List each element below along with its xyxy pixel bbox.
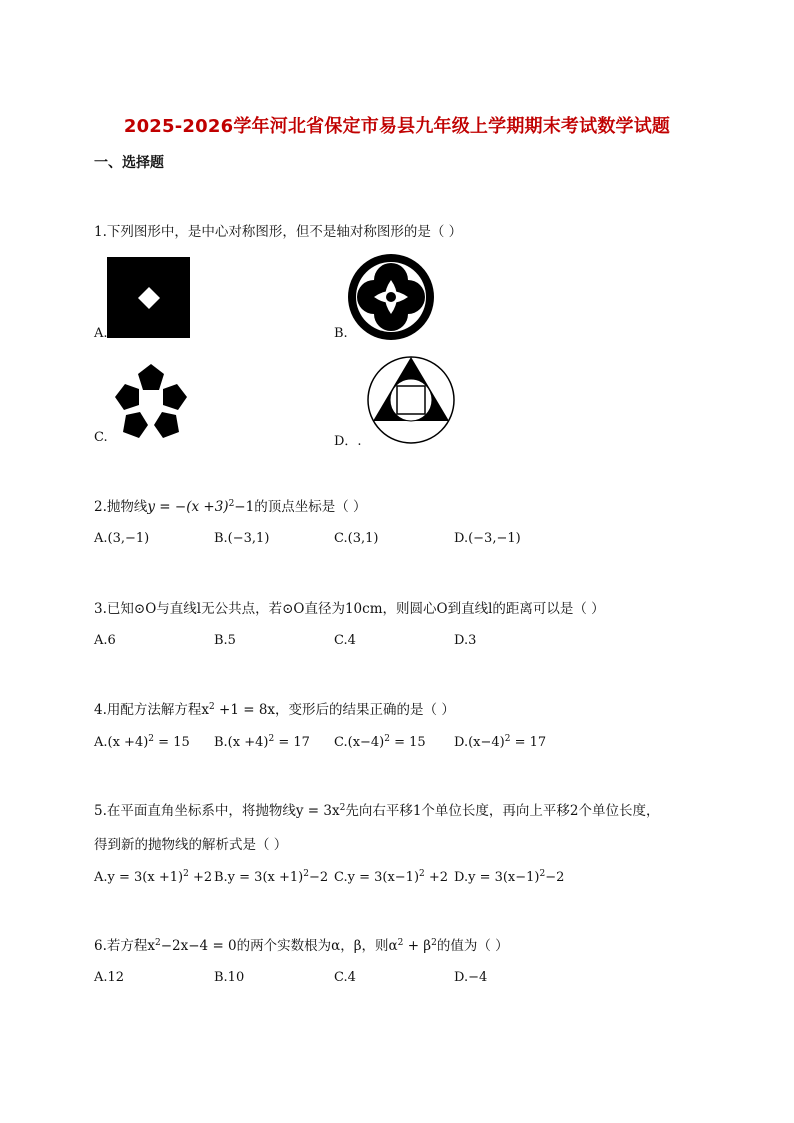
q6-option-a: A.12: [94, 970, 125, 985]
q1-option-c-label: C.: [94, 430, 108, 445]
q5-option-d: $D.y = 3(x-1)^2-2$: [454, 869, 565, 885]
question-3-stem: 3.已知⊙O与直线l无公共点，若⊙O直径为10cm，则圆心O到直线l的距离可以是（ ）: [94, 601, 605, 617]
q3-option-c: C.4: [334, 633, 356, 648]
q3-option-b: B.5: [214, 633, 236, 648]
figure-a-square-with-diamond: [107, 257, 191, 339]
q1-option-d-label: D．.: [334, 434, 362, 449]
question-2-stem: 2.抛物线$y = -(x +3)^2-1$的顶点坐标是（ ）: [94, 499, 367, 515]
exam-title: 2025-2026学年河北省保定市易县九年级上学期期末考试数学试题: [123, 116, 671, 137]
figure-c-five-pentagons: [106, 360, 196, 444]
q5-option-a: $A.y = 3(x +1)^2 +2$: [94, 869, 213, 885]
question-1-stem: 1.下列图形中，是中心对称图形，但不是轴对称图形的是（ ）: [94, 224, 463, 240]
q2-option-d: D.(−3,−1): [454, 531, 521, 546]
figure-b-circle-with-petals: [346, 252, 436, 342]
q6-option-b: B.10: [214, 970, 245, 985]
q3-option-a: A.6: [94, 633, 116, 648]
q5-option-c: $C.y = 3(x-1)^2 +2$: [334, 869, 449, 885]
q5-option-b: $B.y = 3(x +1)^2-2$: [214, 869, 329, 885]
section-heading: 一、选择题: [94, 155, 164, 171]
question-6-stem: 6.若方程$x^2-2x-4 = 0$的两个实数根为α，β，则$\alpha^2 + \beta^2$的值为（ ）: [94, 938, 509, 954]
q4-option-a: $A.(x +4)^2 = 15$: [94, 734, 190, 750]
figure-d-circle-triangle-square: [366, 355, 456, 445]
q4-option-c: $C.(x-4)^2 = 15$: [334, 734, 426, 750]
q6-option-c: C.4: [334, 970, 356, 985]
q2-option-c: C.(3,1): [334, 531, 379, 546]
q2-option-b: B.(−3,1): [214, 531, 270, 546]
q4-option-b: $B.(x +4)^2 = 17$: [214, 734, 310, 750]
q1-option-a-label: A.: [94, 326, 108, 341]
question-4-stem: 4.用配方法解方程$x^2 +1 = 8x$，变形后的结果正确的是（ ）: [94, 702, 455, 718]
q1-option-b-label: B.: [334, 326, 348, 341]
q6-option-d: D.−4: [454, 970, 488, 985]
q3-option-d: D.3: [454, 633, 477, 648]
q4-option-d: $D.(x-4)^2 = 17$: [454, 734, 547, 750]
question-5-stem-line1: 5.在平面直角坐标系中，将抛物线$y = 3x^2$先向右平移1个单位长度，再向上平移2个单位长度，: [94, 803, 660, 819]
q2-option-a: A.(3,−1): [94, 531, 150, 546]
question-5-stem-line2: 得到新的抛物线的解析式是（ ）: [94, 837, 288, 853]
